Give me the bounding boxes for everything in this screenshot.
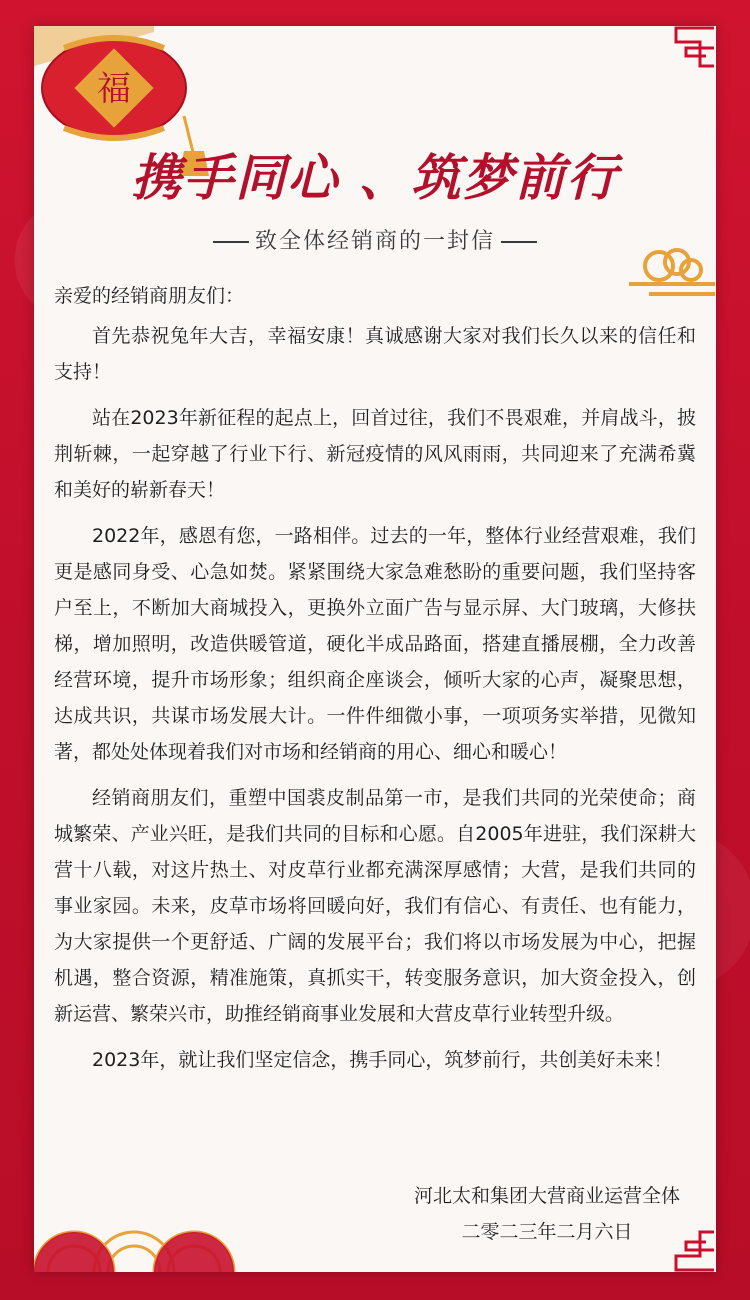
signature-date: 二零二三年二月六日 [461,1221,633,1243]
signature-org: 河北太和集团大营商业运营全体 [413,1185,680,1207]
page-title: 携手同心 、筑梦前行 [131,148,619,207]
signature-block [414,1178,680,1250]
letter-paragraph: 首先恭祝兔年大吉，幸福安康！真诚感谢大家对我们长久以来的信任和支持！ [54,325,696,383]
letter-greeting: 亲爱的经销商朋友们： [54,285,245,307]
subtitle-dash-right [501,241,537,243]
letter-paper [34,26,716,1272]
letter-paragraph: 2023年，就让我们坚定信念，携手同心，筑梦前行，共创美好未来！ [92,1049,673,1071]
corner-pattern [656,26,716,86]
letter-paragraph: 2022年，感恩有您，一路相伴。过去的一年，整体行业经营艰难，我们更是感同身受、心急如焚。紧紧围绕大家急难愁盼的重要问题，我们坚持客户至上，不断加大商城投入，更换外立面广告与显示屏、大门玻璃，大修扶梯，增加照明，改造供暖管道，硬化半成品路面，搭建直播展棚，全力改善经营环境，提升市场形象；组织商企座谈会，倾听大家的心声，凝聚思想，达成共识，共谋市场发展大计。一件件细微小事，一项项务实举措，见微知著，都处处体现着我们对市场和经销商的用心、细心和暖心！ [54,525,696,763]
subtitle [34,224,716,255]
letter-body [54,278,696,1088]
subtitle-dash-left [213,241,249,243]
lantern-char: 福 [97,69,131,109]
letter-paragraph: 站在2023年新征程的起点上，回首过往，我们不畏艰难，并肩战斗，披荆斩棘，一起穿越了行业下行、新冠疫情的风风雨雨，共同迎来了充满希冀和美好的崭新春天！ [54,407,696,501]
subtitle-text: 致全体经销商的一封信 [254,229,495,254]
letter-paragraph: 经销商朋友们，重塑中国裘皮制品第一市，是我们共同的光荣使命；商城繁荣、产业兴旺，是我们共同的目标和心愿。自2005年进驻，我们深耕大营十八载，对这片热土、对皮草行业都充满深厚感情；大营，是我们共同的事业家园。未来，皮草市场将回暖向好，我们有信心、有责任、也有能力，为大家提供一个更舒适、广阔的发展平台；我们将以市场发展为中心，把握机遇，整合资源，精准施策，真抓实干，转变服务意识，加大资金投入，创新运营、繁荣兴市，助推经销商事业发展和大营皮草行业转型升级。 [54,787,696,1025]
wave-pattern [34,1202,294,1272]
